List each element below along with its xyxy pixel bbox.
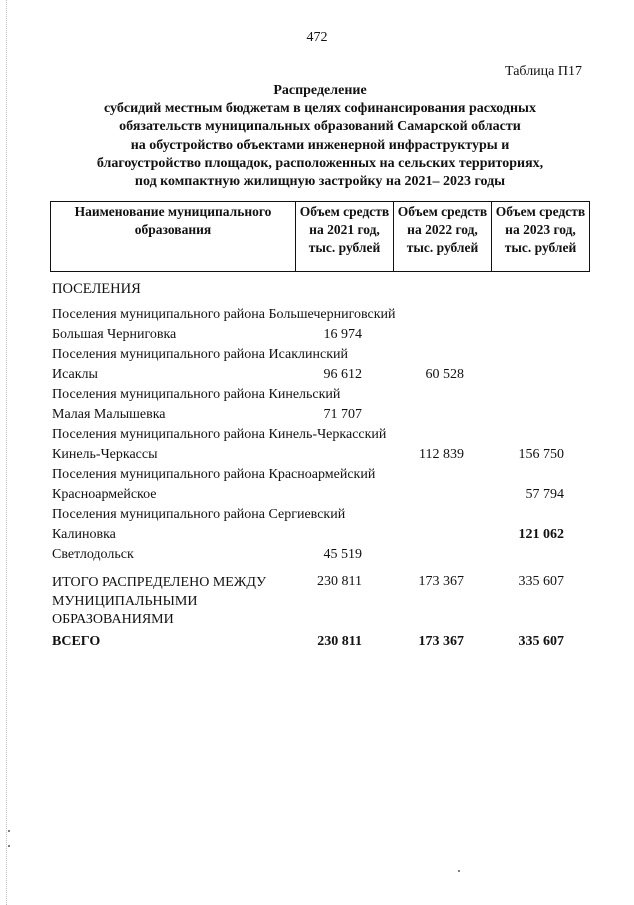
settlement-name: Исаклы [52,367,98,382]
table-row [0,407,634,425]
table-row [0,427,634,445]
scan-speck [458,870,460,872]
table-row [0,447,634,465]
table-row [0,527,634,545]
value-2022: 112 839 [419,447,464,462]
district-name: Поселения муниципального района Красноармейский [52,467,376,482]
district-name: Поселения муниципального района Кинель-Черкасский [52,427,387,442]
district-name: Поселения муниципального района Большечерниговский [52,307,396,322]
total-label-line: ОБРАЗОВАНИЯМИ [52,612,174,627]
title-line: под компактную жилищную застройку на 2021– 2023 годы [134,174,506,190]
section-title: ПОСЕЛЕНИЯ [52,281,141,297]
table-row [0,387,634,405]
document-title [60,82,580,191]
district-name: Поселения муниципального района Кинельский [52,387,341,402]
district-name: Поселения муниципального района Сергиевский [52,507,346,522]
table-row [0,347,634,365]
table-row [0,507,634,525]
title-line: субсидий местным бюджетам в целях софинансирования расходных [104,101,536,117]
value-2022: 60 528 [425,367,464,382]
table-row [0,307,634,325]
title-line: обязательств муниципальных образований Самарской области [119,119,521,135]
total-distributed-2021: 230 811 [317,574,362,589]
value-2023: 156 750 [518,447,564,462]
value-2023: 57 794 [525,487,564,502]
scan-speck [8,830,10,832]
settlement-name: Светлодольск [52,547,134,562]
column-header-2022: Объем средств на 2022 год, тыс. рублей [394,202,492,272]
column-header-2023: Объем средств на 2023 год, тыс. рублей [492,202,590,272]
settlement-name: Большая Черниговка [52,327,177,342]
title-line: на обустройство объектами инженерной инфраструктуры и [130,137,510,153]
grand-total-row [0,634,634,652]
table-row [0,467,634,485]
scan-speck [8,845,10,847]
settlement-name: Кинель-Черкассы [52,447,158,462]
table-label: Таблица П17 [505,64,582,79]
page-number: 472 [306,30,328,45]
district-name: Поселения муниципального района Исаклинский [52,347,348,362]
table-row [0,547,634,565]
total-distributed-2022: 173 367 [418,574,464,589]
grand-total-2023: 335 607 [518,634,564,649]
total-label-line: ИТОГО РАСПРЕДЕЛЕНО МЕЖДУ [52,575,266,590]
value-2021: 71 707 [323,407,362,422]
value-2021: 96 612 [323,367,362,382]
total-distributed-row [0,574,634,592]
value-2021: 45 519 [323,547,362,562]
total-label-line: МУНИЦИПАЛЬНЫМИ [52,593,198,609]
value-2023: 121 062 [518,527,564,542]
settlement-name: Калиновка [52,527,116,542]
column-header-2021: Объем средств на 2021 год, тыс. рублей [296,202,394,272]
value-2021: 16 974 [323,327,362,342]
total-distributed-2023: 335 607 [518,574,564,589]
grand-total-label: ВСЕГО [52,634,101,649]
settlement-name: Малая Малышевка [52,407,166,422]
column-header-name: Наименование муниципального образования [51,202,296,272]
title-line: благоустройство площадок, расположенных на сельских территориях, [96,155,544,171]
table-row [0,327,634,345]
grand-total-2022: 173 367 [418,634,464,649]
table-row [0,487,634,505]
table-header [50,201,590,272]
title-line: Распределение [273,83,367,98]
settlement-name: Красноармейское [52,487,157,502]
grand-total-2021: 230 811 [317,634,362,649]
table-row [0,367,634,385]
